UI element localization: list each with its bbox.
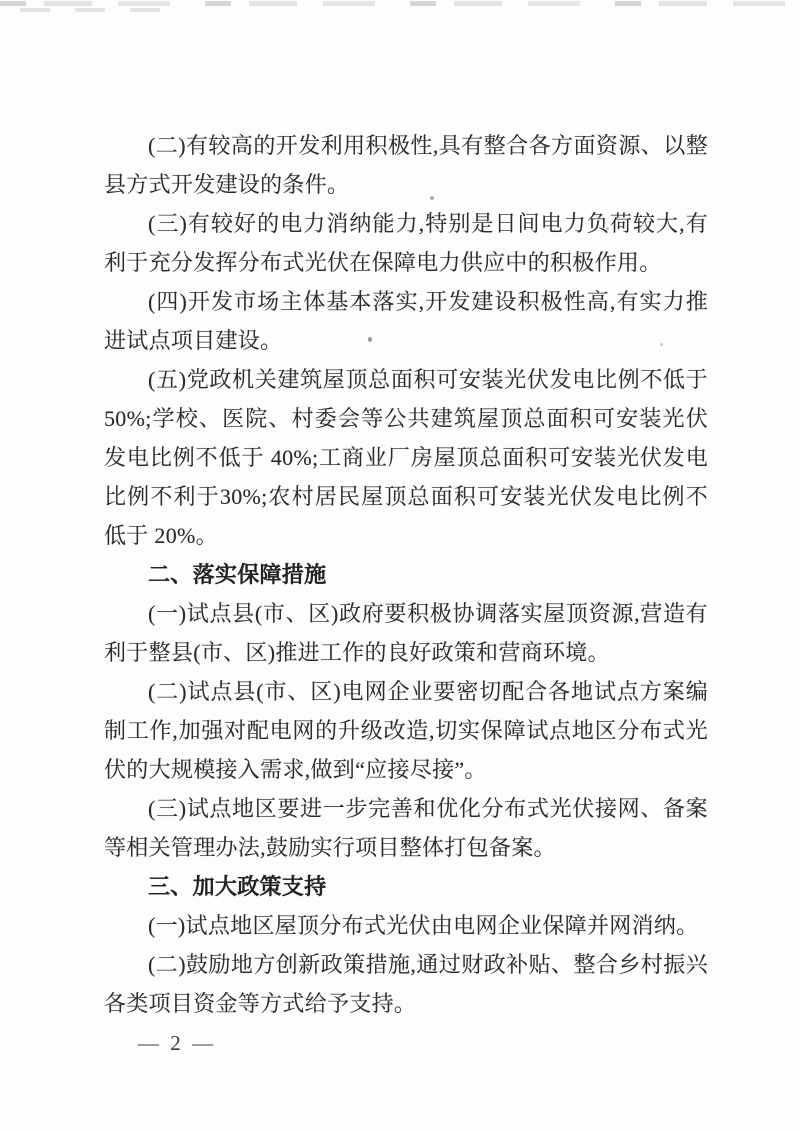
document-body xyxy=(104,126,708,1023)
body-paragraph-item-2: (二)有较高的开发利用积极性,具有整合各方面资源、以整县方式开发建设的条件。 xyxy=(104,133,708,197)
page-number: — 2 — xyxy=(138,1031,216,1055)
section-heading-2: 二、落实保障措施 xyxy=(148,562,327,587)
body-paragraph-policy-2: (二)鼓励地方创新政策措施,通过财政补贴、整合乡村振兴各类项目资金等方式给予支持。 xyxy=(104,952,708,1016)
body-paragraph-item-3: (三)有较好的电力消纳能力,特别是日间电力负荷较大,有利于充分发挥分布式光伏在保障电力供应中的积极作用。 xyxy=(104,211,708,275)
body-paragraph-measure-3: (三)试点地区要进一步完善和优化分布式光伏接网、备案等相关管理办法,鼓励实行项目整体打包备案。 xyxy=(104,796,708,860)
section-heading-3: 三、加大政策支持 xyxy=(148,874,327,899)
scan-noise-strip xyxy=(20,8,160,12)
body-paragraph-policy-1: (一)试点地区屋顶分布式光伏由电网企业保障并网消纳。 xyxy=(148,913,699,938)
body-paragraph-measure-1: (一)试点县(市、区)政府要积极协调落实屋顶资源,营造有利于整县(市、区)推进工作的良好政策和营商环境。 xyxy=(104,601,708,665)
body-paragraph-measure-2: (二)试点县(市、区)电网企业要密切配合各地试点方案编制工作,加强对配电网的升级改造,切实保障试点地区分布式光伏的大规模接入需求,做到“应接尽接”。 xyxy=(104,679,708,782)
body-paragraph-item-4: (四)开发市场主体基本落实,开发建设积极性高,有实力推进试点项目建设。 xyxy=(104,289,708,353)
body-paragraph-item-5: (五)党政机关建筑屋顶总面积可安装光伏发电比例不低于50%;学校、医院、村委会等公共建筑屋顶总面积可安装光伏发电比例不低于 40%;工商业厂房屋顶总面积可安装光伏发电比例不利于30%;农村居民屋顶总面积可安装光伏发电比例不低于 20%。 xyxy=(104,367,708,548)
scan-noise-strip xyxy=(0,1,800,6)
